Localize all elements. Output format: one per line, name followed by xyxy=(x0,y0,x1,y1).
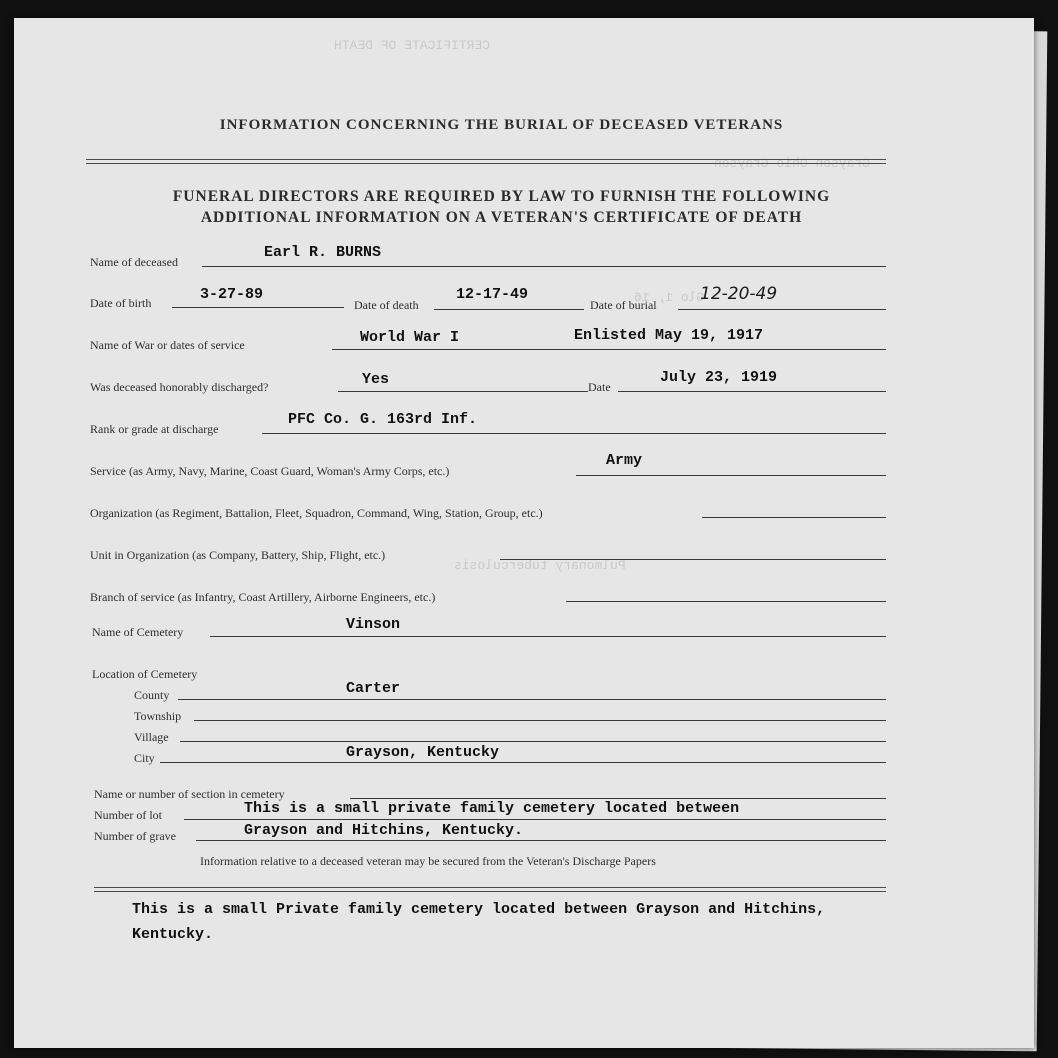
service-label: Service (as Army, Navy, Marine, Coast Guard, Woman's Army Corps, etc.) xyxy=(90,464,450,478)
enlisted-value: Enlisted May 19, 1917 xyxy=(574,327,764,344)
lot-value: This is a small private family cemetery located between xyxy=(244,800,740,817)
cemetery-label: Name of Cemetery xyxy=(92,625,184,639)
dob-value: 3-27-89 xyxy=(200,286,264,303)
branch-label: Branch of service (as Infantry, Coast Artillery, Airborne Engineers, etc.) xyxy=(90,590,436,604)
burial-form xyxy=(14,18,1034,1048)
bleed-through-text: Pulmonary tuberculosis xyxy=(454,558,626,573)
city-label: City xyxy=(134,751,155,765)
war-value: World War I xyxy=(360,329,460,346)
dobur-label: Date of burial xyxy=(590,298,657,312)
grave-value: Grayson and Hitchins, Kentucky. xyxy=(244,822,524,839)
date-line xyxy=(618,391,886,392)
discharged-value: Yes xyxy=(362,371,390,388)
form-subtitle-line2: ADDITIONAL INFORMATION ON A VETERAN'S CERTIFICATE OF DEATH xyxy=(200,209,803,226)
location-label: Location of Cemetery xyxy=(92,667,198,681)
service-line xyxy=(576,475,886,476)
grave-line xyxy=(196,840,886,841)
title-rule xyxy=(86,159,886,160)
city-line xyxy=(160,762,886,763)
rank-line xyxy=(262,433,886,434)
war-label: Name of War or dates of service xyxy=(90,338,245,352)
dobur-value: 12-20-49 xyxy=(700,284,778,304)
dob-label: Date of birth xyxy=(90,296,152,310)
discharged-label: Was deceased honorably discharged? xyxy=(90,380,269,394)
township-line xyxy=(194,720,886,721)
bottom-rule xyxy=(94,887,886,888)
branch-line xyxy=(566,601,886,602)
title-rule-2 xyxy=(86,163,886,164)
name-value: Earl R. BURNS xyxy=(264,244,382,261)
org-label: Organization (as Regiment, Battalion, Fleet, Squadron, Command, Wing, Station, Group, etc.) xyxy=(90,506,543,520)
rank-label: Rank or grade at discharge xyxy=(90,422,219,436)
name-line xyxy=(202,266,886,267)
bleed-through-text: CERTIFICATE OF DEATH xyxy=(334,38,491,53)
county-label: County xyxy=(134,688,170,702)
dobur-line xyxy=(678,309,886,310)
date-label: Date xyxy=(588,380,611,394)
service-value: Army xyxy=(606,452,643,469)
cemetery-value: Vinson xyxy=(346,616,401,633)
dod-label: Date of death xyxy=(354,298,419,312)
bottom-rule-2 xyxy=(94,891,886,892)
cemetery-line xyxy=(210,636,886,637)
section-label: Name or number of section in cemetery xyxy=(94,787,285,801)
info-note: Information relative to a deceased veteran may be secured from the Veteran's Discharge Papers xyxy=(200,854,656,868)
remarks-line2: Kentucky. xyxy=(132,926,214,943)
form-title: INFORMATION CONCERNING THE BURIAL OF DECEASED VETERANS xyxy=(219,117,784,133)
county-value: Carter xyxy=(346,680,401,697)
lot-line xyxy=(184,819,886,820)
org-line xyxy=(702,517,886,518)
war-line xyxy=(332,349,886,350)
township-label: Township xyxy=(134,709,182,723)
rank-value: PFC Co. G. 163rd Inf. xyxy=(288,411,478,428)
dob-line xyxy=(172,307,344,308)
city-value: Grayson, Kentucky xyxy=(346,744,500,761)
grave-label: Number of grave xyxy=(94,829,176,843)
form-subtitle-line1: FUNERAL DIRECTORS ARE REQUIRED BY LAW TO FURNISH THE FOLLOWING xyxy=(172,188,831,205)
village-label: Village xyxy=(134,730,169,744)
date-value: July 23, 1919 xyxy=(660,369,778,386)
bleed-through-text: Glo 1, 16 xyxy=(634,290,705,305)
discharged-line xyxy=(338,391,588,392)
remarks-line1: This is a small Private family cemetery located between Grayson and Hitchins, xyxy=(132,901,826,918)
unit-line xyxy=(500,559,886,560)
unit-label: Unit in Organization (as Company, Battery, Ship, Flight, etc.) xyxy=(90,548,386,562)
village-line xyxy=(180,741,886,742)
bleed-through-text: Grayson Ohio Grayson xyxy=(714,156,871,171)
dod-value: 12-17-49 xyxy=(456,286,529,303)
dod-line xyxy=(434,309,584,310)
section-line xyxy=(350,798,886,799)
name-label: Name of deceased xyxy=(90,255,178,269)
county-line xyxy=(178,699,886,700)
lot-label: Number of lot xyxy=(94,808,162,822)
